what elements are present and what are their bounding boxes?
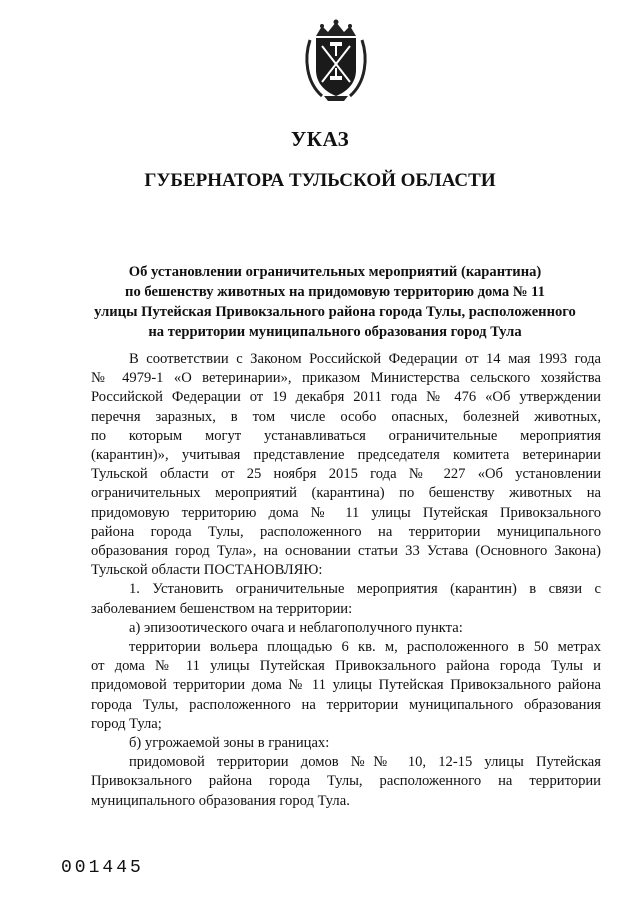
body-line: перечня заразных, в том числе особо опасных, болезней животных, xyxy=(91,408,601,425)
body-line: Тульской области от 25 ноября 2015 года № 227 «Об установлении xyxy=(91,466,601,483)
body-line: придомовой территории домов №№ 10, 12-15 улицы Путейская xyxy=(129,754,601,771)
title-line: по бешенству животных на придомовую территорию дома № 11 xyxy=(125,284,545,300)
body-line: (карантин)», учитывая представление председателя комитета ветеринарии xyxy=(91,447,601,464)
body-line: придомовой территории дома № 11 улицы Путейская Привокзального района xyxy=(91,677,601,694)
body-line: района города Тулы, расположенного на территории муниципального xyxy=(91,523,601,540)
document-type-heading: УКАЗ xyxy=(290,127,350,151)
body-line: заболеванием бешенством на территории: xyxy=(91,600,353,617)
body-line: территории вольера площадью 6 кв. м, расположенного в 50 метрах xyxy=(129,639,601,656)
document-serial-number: 001445 xyxy=(61,858,144,878)
body-line: Тульской области ПОСТАНОВЛЯЮ: xyxy=(91,562,323,579)
body-line: от дома № 11 улицы Путейская Привокзального района города Тулы и xyxy=(91,658,601,675)
body-line: ограничительных мероприятий (карантина) по бешенству животных на xyxy=(91,485,601,502)
title-line: улицы Путейская Привокзального района города Тулы, расположенного xyxy=(94,304,576,320)
body-line: а) эпизоотического очага и неблагополучного пункта: xyxy=(129,619,463,636)
body-line: город Тула; xyxy=(91,715,162,732)
body-line: придомовую территорию дома № 11 улицы Путейская Привокзального xyxy=(91,504,601,521)
title-line: на территории муниципального образования город Тула xyxy=(148,324,522,340)
body-line: муниципального образования город Тула. xyxy=(91,792,350,809)
decree-body xyxy=(91,350,601,811)
issuer-heading: ГУБЕРНАТОРА ТУЛЬСКОЙ ОБЛАСТИ xyxy=(144,170,496,191)
body-line: 1. Установить ограничительные мероприятия (карантин) в связи с xyxy=(129,581,601,598)
body-line: города Тулы, расположенного на территории муниципального образования xyxy=(91,696,601,713)
body-line: В соответствии с Законом Российской Федерации от 14 мая 1993 года xyxy=(129,351,601,367)
title-line: Об установлении ограничительных мероприятий (карантина) xyxy=(128,264,542,280)
tula-coat-of-arms-icon xyxy=(302,18,370,102)
body-line: Привокзального района города Тулы, расположенного на территории xyxy=(91,773,601,790)
body-line: Российской Федерации от 19 декабря 2011 года № 476 «Об утверждении xyxy=(91,389,601,406)
body-line: № 4979-1 «О ветеринарии», приказом Министерства сельского хозяйства xyxy=(91,370,601,387)
decree-title xyxy=(60,262,610,342)
body-line: б) угрожаемой зоны в границах: xyxy=(129,735,330,752)
body-line: образования город Тула», на основании статьи 33 Устава (Основного Закона) xyxy=(91,543,601,560)
body-line: по которым могут устанавливаться ограничительные мероприятия xyxy=(91,427,601,444)
